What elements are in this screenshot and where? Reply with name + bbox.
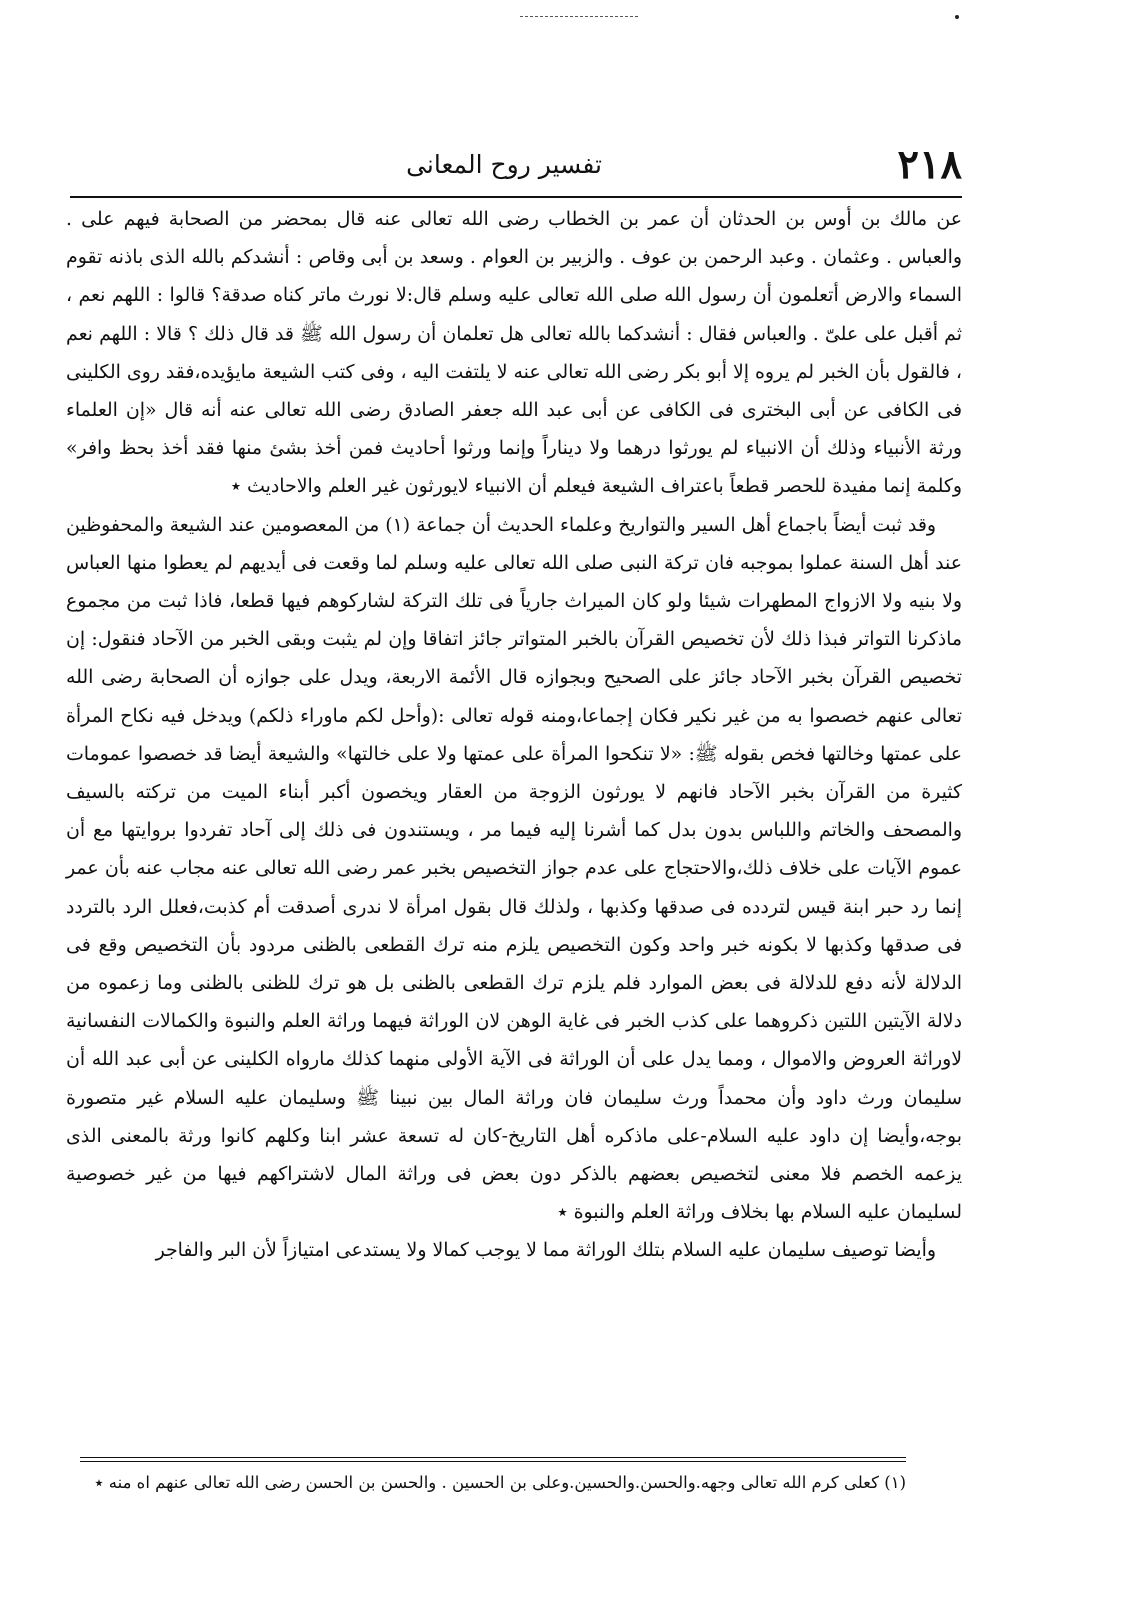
footnote-rule-bottom [80,1461,906,1462]
page-header [70,140,962,192]
paragraph-3: وأيضا توصيف سليمان عليه السلام بتلك الوراثة مما لا يوجب كمالا ولا يستدعى امتيازاً لأن البر والفاجر [155,1239,936,1262]
paragraph-2: وقد ثبت أيضاً باجماع أهل السير والتواريخ وعلماء الحديث أن جماعة (١) من المعصومين عند الشيعة والمحفوظين عند أهل السنة عملوا بموجبه فان تركة النبى صلى الله تعالى عليه وسلم لما وقعت فى أيديهم لم يعطوا منها العباس ولا بنيه ولا الازواج المطهرات شيئا ولو كان الميراث جارياً فى تلك التركة لشاركوهم فيها قطعا، فاذا ثبت من مجموع ماذكرنا التواتر فبذا ذلك لأن تخصيص القرآن بالخبر المتواتر جائز اتفاقا وإن لم يثبت وبقى الخبر من الآحاد فنقول: إن تخصيص القرآن بخبر الآحاد جائز على الصحيح وبجوازه قال الأئمة الاربعة، ويدل على جوازه أن الصحابة رضى الله تعالى عنهم خصصوا به من غير نكير فكان إجماعا،ومنه قوله تعالى :(وأحل لكم ماوراء ذلكم) ويدخل فيه نكاح المرأة على عمتها وخالتها فخص بقوله ﷺ: «لا تنكحوا المرأة على عمتها ولا على خالتها» والشيعة أيضا قد خصصوا عمومات كثيرة من القرآن بخبر الآحاد فانهم لا يورثون الزوجة من العقار ويخصون أكبر أبناء الميت من تركته بالسيف والمصحف والخاتم واللباس بدون بدل كما أشرنا إليه فيما مر ، ويستندون فى ذلك إلى آحاد تفردوا بروايتها مع أن عموم الآيات على خلاف ذلك،والاحتجاج على عدم جواز التخصيص بخبر عمر رضى الله تعالى عنه مجاب عنه بأن عمر إنما رد حبر ابنة قيس لتردده فى صدقها وكذبها ، ولذلك قال بقول امرأة لا ندرى أصدقت أم كذبت،فعلل الرد بالتردد فى صدقها وكذبها لا بكونه خبر واحد وكون التخصيص يلزم منه ترك القطعى بالظنى مردود بأن التخصيص وقع فى الدلالة لأنه دفع للدلالة فى بعض الموارد فلم يلزم ترك القطعى بالظنى بل هو ترك للظنى بالظنى وما زعموه من دلالة الآيتين اللتين ذكروهما على كذب الخبر فى غاية الوهن لان الوراثة فيهما وراثة العلم والنبوة والكمالات النفسانية لاوراثة العروض والاموال ، ومما يدل على أن الوراثة فى الآية الأولى منهما كذلك مارواه الكلينى عن أبى عبد الله أن سليمان ورث داود وأن محمداً ورث سليمان فان وراثة المال بين نبينا ﷺ وسليمان عليه السلام غير متصورة بوجه،وأيضا إن داود عليه السلام-على ماذكره أهل التاريخ-كان له تسعة عشر ابنا وكلهم كانوا ورثة بالمعنى الذى يزعمه الخصم فلا معنى لتخصيص بعضهم بالذكر دون بعض فى وراثة المال لاشتراكهم فيها من غير خصوصية لسليمان عليه السلام بها بخلاف وراثة العلم والنبوة ٭ [66,513,962,1224]
running-title: تفسير روح المعانى [406,150,602,179]
footnote: (١) كعلى كرم الله تعالى وجهه.والحسن.والحسين.وعلى بن الحسين . والحسن بن الحسن رضى الله تعالى عنهم اه منه ٭ [94,1473,906,1492]
header-rule [70,196,962,198]
top-dot-mark [955,15,959,19]
top-dashed-mark [520,16,638,17]
main-text [66,200,962,1270]
paragraph-1: عن مالك بن أوس بن الحدثان أن عمر بن الخطاب رضى الله تعالى عنه قال بمحضر من الصحابة فيهم على . والعباس . وعثمان . وعبد الرحمن بن عوف . والزبير بن العوام . وسعد بن أبى وقاص : أنشدكم بالله الذى باذنه تقوم السماء والارض أتعلمون أن رسول الله صلى الله تعالى عليه وسلم قال:لا نورث ماتر كناه صدقة؟ قالوا : اللهم نعم ، ثم أقبل على علىّ . والعباس فقال : أنشدكما بالله تعالى هل تعلمان أن رسول الله ﷺ قد قال ذلك ؟ قالا : اللهم نعم ، فالقول بأن الخبر لم يروه إلا أبو بكر رضى الله تعالى عنه لا يلتفت اليه ، وفى كتب الشيعة مايؤيده،فقد روى الكلينى فى الكافى عن أبى البخترى فى الكافى عن أبى عبد الله جعفر الصادق رضى الله تعالى عنه أنه قال «إن العلماء ورثة الأنبياء وذلك أن الانبياء لم يورثوا درهما ولا ديناراً وإنما ورثوا أحاديث فمن أخذ بشئ منها فقد أخذ بحظ وافر» وكلمة إنما مفيدة للحصر قطعاً باعتراف الشيعة فيعلم أن الانبياء لايورثون غير العلم والاحاديث ٭ [66,208,962,498]
footnote-rule-top [80,1457,906,1458]
page-number: ٢١٨ [897,141,962,188]
